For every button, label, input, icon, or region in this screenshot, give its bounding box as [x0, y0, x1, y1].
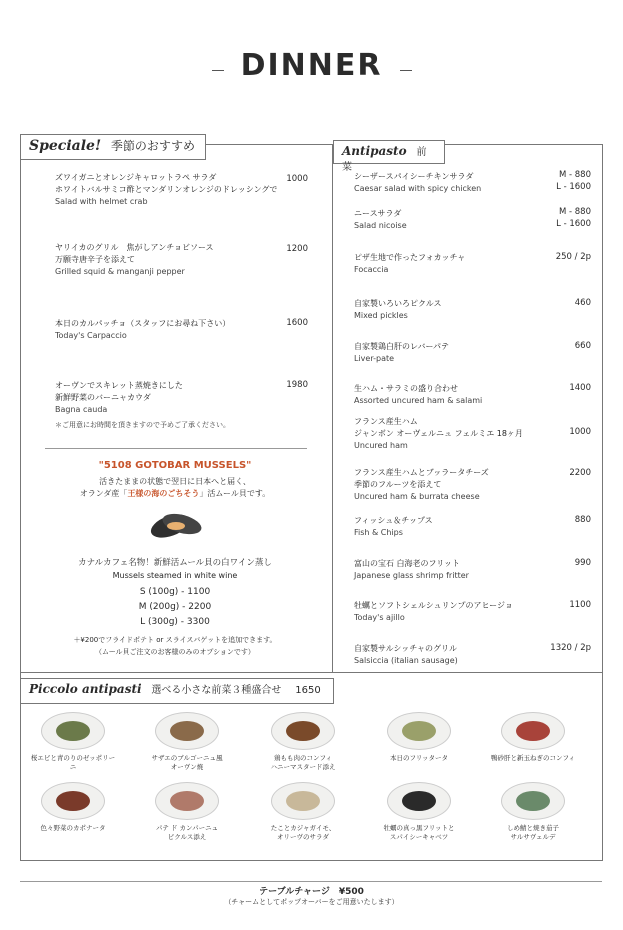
item-jp: 生ハム・サラミの盛り合わせ — [354, 384, 458, 393]
speciale-item — [55, 242, 295, 278]
item-jp: 富山の宝石 白海老のフリット — [354, 559, 460, 568]
item-en: Salsiccia (italian sausage) — [354, 656, 458, 665]
item-price: 1000 — [569, 427, 591, 437]
item-price-2: L - 1600 — [556, 182, 591, 192]
dish-label: パテ ド カンパーニュ — [155, 824, 219, 832]
plate-image — [271, 782, 335, 820]
mussels-divider — [45, 448, 307, 449]
item-price: 250 / 2p — [555, 252, 591, 262]
mussels-line2-pre: オランダ産「 — [79, 489, 128, 498]
piccolo-dish — [488, 712, 578, 763]
piccolo-tab — [20, 678, 334, 704]
plate-image — [501, 712, 565, 750]
piccolo-dish — [28, 782, 118, 833]
antipasto-item — [354, 515, 554, 539]
item-price: 660 — [574, 341, 591, 351]
table-charge: テーブルチャージ ¥500 — [259, 887, 364, 897]
item-en: Japanese glass shrimp fritter — [354, 571, 469, 580]
item-jp: フランス産生ハムとブッラータチーズ — [354, 468, 489, 477]
speciale-item — [55, 172, 295, 208]
item-price: 1200 — [286, 244, 308, 254]
mussels-option-2: （ムール貝ご注文のお客様のみのオプションです） — [95, 648, 255, 656]
dish-label-2: オーヴン焼 — [170, 763, 204, 771]
piccolo-dish — [258, 712, 348, 772]
page-title: DINNER — [240, 48, 383, 83]
food — [170, 791, 204, 811]
item-en: Salad with helmet crab — [55, 197, 148, 206]
dish-label: 色々野菜のカポナータ — [40, 824, 106, 832]
antipasto-item — [354, 467, 554, 503]
piccolo-dish — [28, 712, 118, 772]
item-en: Bagna cauda — [55, 405, 108, 414]
speciale-tab-subtitle: 季節のおすすめ — [110, 139, 196, 153]
plate-image — [501, 782, 565, 820]
food — [286, 791, 320, 811]
item-price: 990 — [574, 558, 591, 568]
antipasto-item — [354, 252, 554, 276]
piccolo-tab-title: Piccolo antipasti — [29, 682, 142, 696]
dish-label: たことカジャガイモ、 — [270, 824, 336, 832]
item-jp: 自家製サルシッチャのグリル — [354, 644, 457, 653]
piccolo-dish — [488, 782, 578, 842]
item-jp-sub: ホワイトバルサミコ酢とマンダリンオレンジのドレッシングで — [55, 185, 278, 194]
item-en: Salad nicoise — [354, 221, 407, 230]
food — [286, 721, 320, 741]
dish-label-2: オリーヴのサラダ — [277, 833, 329, 841]
antipasto-tab-subtitle: 前菜 — [342, 147, 427, 173]
item-price: M - 880 — [558, 170, 591, 180]
item-jp: ピザ生地で作ったフォカッチャ — [354, 253, 466, 262]
title-dash-right — [400, 70, 412, 71]
item-jp-sub: 季節のフルーツを添えて — [354, 480, 442, 489]
item-en: Mixed pickles — [354, 311, 408, 320]
food — [402, 791, 436, 811]
speciale-item — [55, 318, 295, 342]
item-en: Uncured ham & burrata cheese — [354, 492, 480, 501]
item-price: 1980 — [286, 380, 308, 390]
item-jp: 自家製鶏白肝のレバーパテ — [354, 342, 450, 351]
item-price-2: L - 1600 — [556, 219, 591, 229]
piccolo-dish — [142, 782, 232, 842]
item-jp: フィッシュ＆チップス — [354, 516, 433, 525]
dish-label: しめ鯖と焼き茄子 — [507, 824, 559, 832]
antipasto-item — [354, 341, 554, 365]
item-en: Fish & Chips — [354, 528, 403, 537]
item-price: 880 — [574, 515, 591, 525]
antipasto-tab-title: Antipasto — [342, 144, 407, 158]
plate-image — [41, 782, 105, 820]
item-price: 1400 — [569, 383, 591, 393]
antipasto-item — [354, 208, 554, 232]
speciale-tab — [20, 134, 206, 160]
page-title-wrap — [0, 48, 623, 83]
plate-image — [387, 782, 451, 820]
antipasto-item — [354, 171, 554, 195]
item-jp: ズワイガニとオレンジキャロットラペ サラダ — [55, 173, 217, 182]
item-price: 1320 / 2p — [550, 643, 591, 653]
footer-divider — [20, 881, 602, 882]
mussels-size-s: S (100g) - 1100 — [139, 587, 211, 597]
mussels-line2-post: 」活ムール貝です。 — [199, 489, 271, 498]
item-jp-sub: ジャンボン オーヴェルニュ フェルミエ 18ヶ月 — [354, 429, 523, 438]
item-en: Grilled squid & manganji pepper — [55, 267, 185, 276]
piccolo-dish — [142, 712, 232, 772]
piccolo-dish — [374, 782, 464, 842]
item-jp: 本日のカルパッチョ（スタッフにお尋ね下さい） — [55, 319, 231, 328]
item-en: Assorted uncured ham & salami — [354, 396, 483, 405]
item-price: 1100 — [569, 600, 591, 610]
item-en: Liver-pate — [354, 354, 395, 363]
antipasto-item — [354, 416, 554, 452]
mussel-illustration — [142, 502, 208, 546]
mussels-size-l: L (300g) - 3300 — [140, 617, 210, 627]
item-jp: フランス産生ハム — [354, 417, 418, 426]
mussels-line1: 活きたままの状態で翌日に日本へと届く、 — [99, 477, 251, 486]
speciale-tab-title: Speciale! — [29, 138, 102, 154]
item-jp-sub: 新鮮野菜のバーニャカウダ — [55, 393, 151, 402]
item-en: Focaccia — [354, 265, 389, 274]
table-charge-note: （チャームとしてポップオーバーをご用意いたします） — [224, 898, 399, 906]
section-divider — [20, 672, 602, 673]
food — [402, 721, 436, 741]
antipasto-tab — [333, 140, 445, 173]
dish-label: 牡蠣の真っ黒フリットと — [383, 824, 455, 832]
speciale-item — [55, 380, 295, 416]
antipasto-item — [354, 600, 554, 624]
item-en: Uncured ham — [354, 441, 408, 450]
dish-label-2: スパイシーキャベツ — [389, 833, 449, 841]
antipasto-item — [354, 643, 554, 667]
dish-label: 本日のフリッタータ — [390, 754, 448, 762]
mussels-dish-en: Mussels steamed in white wine — [112, 571, 238, 580]
mussels-size-m: M (200g) - 2200 — [138, 602, 212, 612]
mussels-title: "5108 GOTOBAR MUSSELS" — [98, 460, 252, 471]
antipasto-item — [354, 383, 554, 407]
item-jp: シーザースパイシーチキンサラダ — [354, 172, 474, 181]
food — [56, 791, 90, 811]
plate-image — [387, 712, 451, 750]
dish-label-2: ハニーマスタード添え — [270, 763, 336, 771]
antipasto-item — [354, 558, 554, 582]
item-en: Today's Carpaccio — [55, 331, 127, 340]
dish-label: 鶏もも肉のコンフィ — [274, 754, 332, 762]
mussels-line2-accent: 王様の海のごちそう — [127, 489, 200, 498]
item-en: Caesar salad with spicy chicken — [354, 184, 482, 193]
dish-label-2: サルサヴェルデ — [510, 833, 556, 841]
food — [170, 721, 204, 741]
mussels-dish-jp: カナルカフェ名物！新鮮活ムール貝の白ワイン蒸し — [78, 558, 272, 568]
item-jp: ヤリイカのグリル 焦がしアンチョビソース — [55, 243, 214, 252]
item-jp: ニースサラダ — [354, 209, 402, 218]
plate-image — [155, 712, 219, 750]
food — [516, 721, 550, 741]
item-jp: 自家製いろいろピクルス — [354, 299, 442, 308]
mussel-meat — [167, 522, 185, 530]
piccolo-dish — [374, 712, 464, 763]
food — [56, 721, 90, 741]
dish-label: サザエのブルゴーニュ風 — [151, 754, 223, 762]
item-price: 460 — [574, 298, 591, 308]
item-price: M - 880 — [558, 207, 591, 217]
item-price: 1000 — [286, 174, 308, 184]
mussels-line2 — [20, 488, 330, 500]
food — [516, 791, 550, 811]
piccolo-dish — [258, 782, 348, 842]
column-divider — [332, 144, 333, 672]
mussels-option-1: ＋¥200でフライドポテト or スライスバゲットを追加できます。 — [73, 636, 277, 644]
piccolo-tab-price: 1650 — [295, 685, 321, 696]
antipasto-item — [354, 298, 554, 322]
dish-label: 桜エビと青のりのゼッポリーニ — [30, 754, 116, 771]
item-jp: オーヴンでスキレット蒸焼きにした — [55, 381, 183, 390]
item-price: 2200 — [569, 468, 591, 478]
plate-image — [41, 712, 105, 750]
item-price: 1600 — [286, 318, 308, 328]
plate-image — [155, 782, 219, 820]
dish-label: 鴨砂肝と新玉ねぎのコンフィ — [491, 754, 575, 762]
item-jp-sub: 万願寺唐辛子を添えて — [55, 255, 135, 264]
piccolo-tab-subtitle: 選べる小さな前菜３種盛合せ — [151, 685, 282, 696]
plate-image — [271, 712, 335, 750]
speciale-note: ＊ご用意にお時間を頂きますので予めご了承ください。 — [55, 421, 230, 429]
item-jp: 牡蠣とソフトシェルシュリンプのアヒージョ — [354, 601, 513, 610]
dish-label-2: ピクルス添え — [167, 833, 207, 841]
item-en: Today's ajillo — [354, 613, 405, 622]
